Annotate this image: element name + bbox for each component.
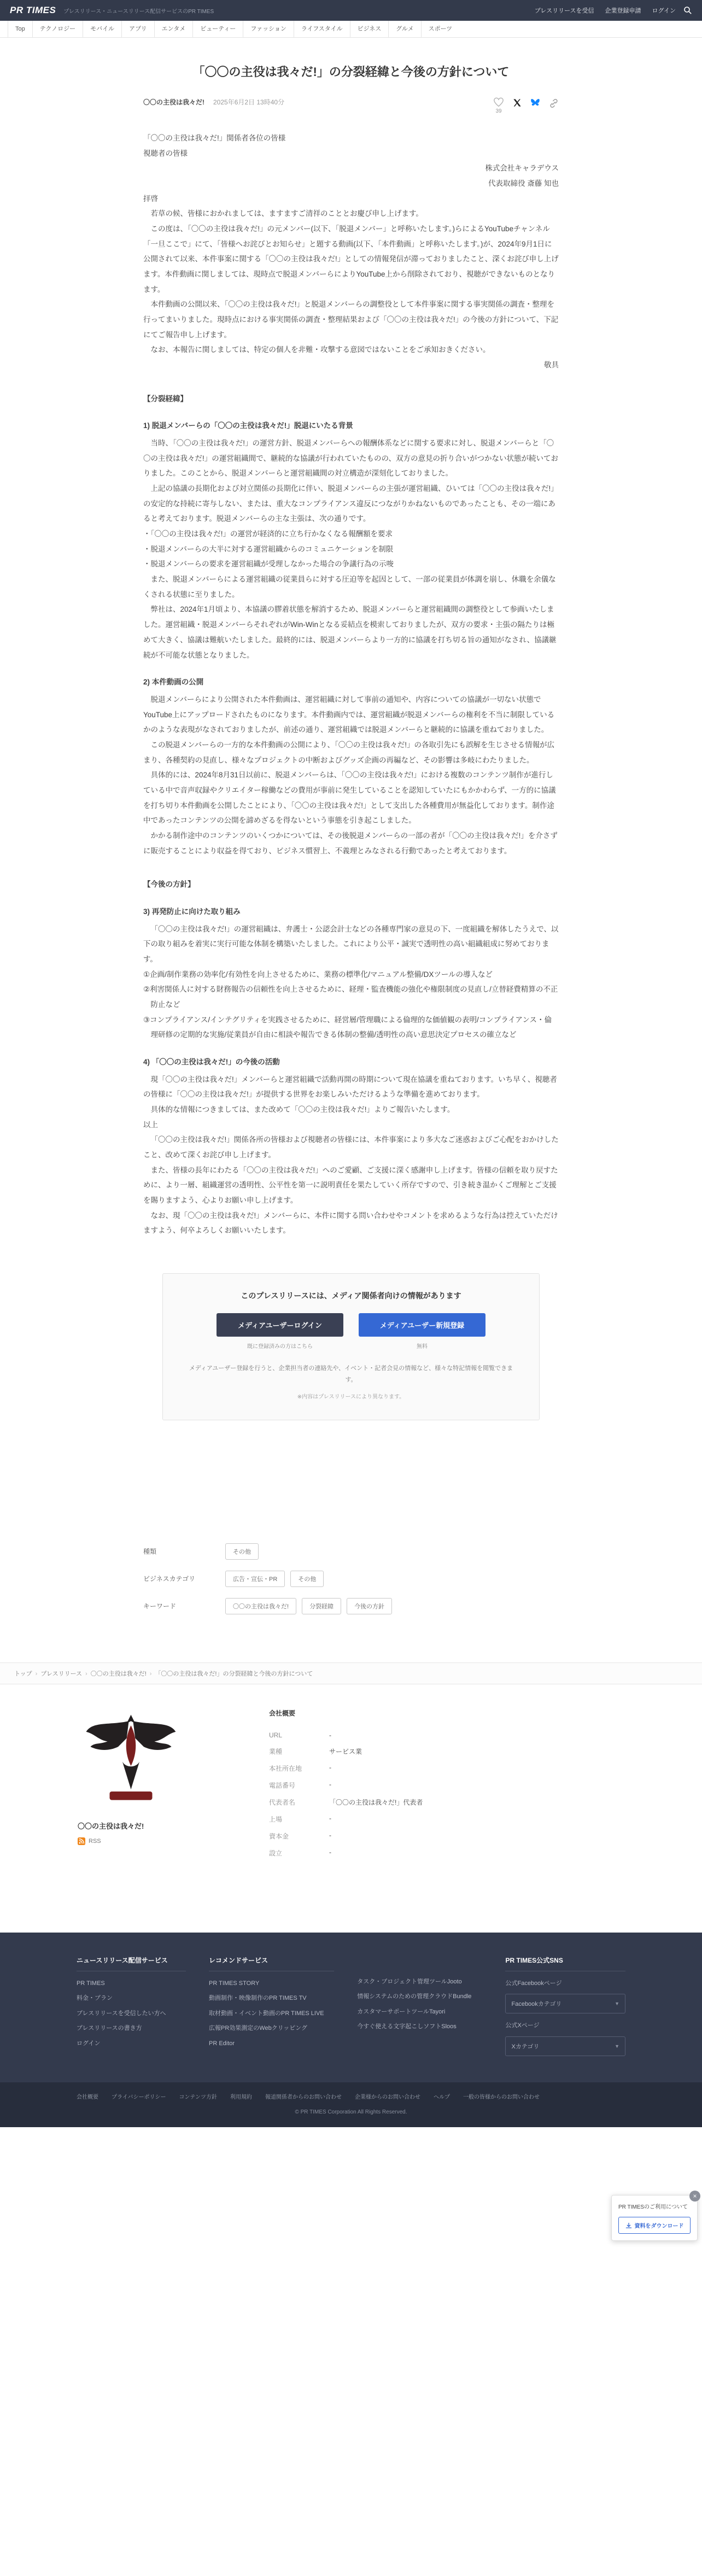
chevron-down-icon: ▼ <box>615 2043 619 2049</box>
tag-pill[interactable]: 今後の方針 <box>347 1598 392 1614</box>
footer-link[interactable]: 今すぐ使える文字起こしソフトSloos <box>357 2023 457 2030</box>
category-nav-item[interactable]: ビューティー <box>192 21 243 38</box>
detail-key: URL <box>269 1731 283 1739</box>
body-block: 1) 脱退メンバーらの「〇〇の主役は我々だ!」脱退にいたる背景 <box>143 421 353 430</box>
detail-key: 代表者名 <box>269 1798 296 1806</box>
body-block: 敬具 <box>544 361 559 370</box>
body-block: 「〇〇の主役は我々だ!」関係者各位の皆様 <box>143 134 286 142</box>
company-detail-row <box>269 1845 624 1861</box>
footer-link[interactable]: 広報PR効果測定のWebクリッピング <box>208 2025 308 2032</box>
body-block: ・「〇〇の主役は我々だ!」の運営が経済的に立ち行かなくなる報酬額を要求 <box>143 530 393 538</box>
category-nav-item[interactable]: ファッション <box>243 21 294 38</box>
category-nav-item[interactable]: アプリ <box>121 21 154 38</box>
media-box-note: ※内容はプレスリリースにより異なります。 <box>297 1394 405 1400</box>
search-icon[interactable] <box>683 6 692 15</box>
company-detail-row <box>269 1728 624 1743</box>
body-block: この脱退メンバーらの一方的な本件動画の公開により、「〇〇の主役は我々だ!」の各取引先にも誤解を生じさせる情報が広まり、各種契約の見直し、様々なプロジェクトの中断およびグッズ企画の再編など、その影響は多岐にわたりました。 <box>143 740 555 764</box>
body-block: 具体的には、2024年8月31日以前に、脱退メンバーらは、「〇〇の主役は我々だ!」における複数のコンテンツ制作が進行している中で音声収録やクリエイター稼働などの費用が事前に発生していることを認知していたにもかかわらず、一方的に協議を打ち切り本件動画を公開したことにより、「〇〇の主役は我々だ!」として支出した各種費用が無益化しております。制作途中であったコンテンツの公開を諦めざるを得ないという事態を引き起こしました。 <box>143 771 556 825</box>
footer-sns-heading: PR TIMES公式SNS <box>505 1956 625 1971</box>
body-block: ・脱退メンバーらの大半に対する運営組織からのコミュニケーションを制限 <box>143 545 394 553</box>
breadcrumb-item[interactable]: 「〇〇の主役は我々だ!」の分裂経緯と今後の方針について <box>155 1670 313 1677</box>
detail-key: 上場 <box>269 1815 283 1823</box>
body-block: なお、現「〇〇の主役は我々だ!」メンバーらに、本件に関する問い合わせやコメントを求めるような行為は控えていただけますよう、何卒よろしくお願いいたします。 <box>143 1211 558 1235</box>
footer-bottom-link[interactable]: 利用規約 <box>230 2094 252 2100</box>
company-detail-row <box>269 1794 624 1811</box>
breadcrumb-item[interactable]: 〇〇の主役は我々だ! › <box>91 1669 152 1678</box>
body-block: また、脱退メンバーらによる運営組織の従業員らに対する圧迫等を起因として、一部の従業員が体調を崩し、休職を余儀なくされる状態に至りました。 <box>143 575 556 599</box>
site-tagline: プレスリリース・ニュースリリース配信サービスのPR TIMES <box>63 8 214 15</box>
pr-times-logo[interactable]: PR TIMES <box>10 5 56 15</box>
heart-icon <box>493 97 504 107</box>
facebook-category-select[interactable]: Facebookカテゴリ ▼ <box>505 1994 625 2013</box>
media-box-heading: このプレスリリースには、メディア関係者向けの情報があります <box>241 1291 461 1301</box>
footer-link[interactable]: 料金・プラン <box>77 1995 113 2002</box>
footer-link[interactable]: 取材動画・イベント動画のPR TIMES LIVE <box>208 2010 324 2017</box>
site-footer <box>0 1933 702 2082</box>
body-block: 2) 本件動画の公開 <box>143 678 204 687</box>
body-block: 脱退メンバーらにより公開された本件動画は、運営組織に対して事前の通知や、内容についての協議が一切ない状態でYouTube上にアップロードされたものになります。本件動画内では、運営組織が脱退メンバーらの権利を不当に制限しているかのような表現がなされておりましたが、前述の通り、運営組織では脱退メンバーらと継続的に協議を重ねておりました。 <box>143 695 555 734</box>
footer-link[interactable]: タスク・プロジェクト管理ツールJooto <box>357 1978 462 1985</box>
x-share-icon[interactable] <box>513 97 522 107</box>
page-title: 「〇〇の主役は我々だ!」の分裂経緯と今後の方針について <box>192 65 510 79</box>
footer-bottom-link[interactable]: 会社概要 <box>77 2094 98 2100</box>
tag-pill[interactable]: 分裂経緯 <box>302 1598 341 1614</box>
body-block: 「〇〇の主役は我々だ!」関係各所の皆様および視聴者の皆様には、本件事案により多大なご迷惑およびご心配をおかけしたこと、改めて深くお詫び申し上げます。 <box>143 1135 559 1159</box>
top-header <box>0 0 702 21</box>
body-block: また、皆様の長年にわたる「〇〇の主役は我々だ!」へのご愛顧、ご支援に深く感謝申し上げます。皆様の信頼を取り戻すために、より一層、組織運営の透明性、公平性を第一に説明責任を果たしていく所存ですので、引き続き温かくご理解とご支援を賜りますよう、心よりお願い申し上げます。 <box>143 1166 558 1204</box>
detail-value: サービス業 <box>329 1747 362 1755</box>
like-count: 39 <box>495 108 502 114</box>
company-overview <box>78 1706 624 1900</box>
tag-pill[interactable]: その他 <box>290 1571 324 1587</box>
footer-link[interactable]: 情報システムのための管理クラウドBundle <box>357 1993 472 2000</box>
media-box-description: メディアユーザー登録を行うと、企業担当者の連絡先や、イベント・記者会見の情報など、様々な特記情報を閲覧できます。 <box>189 1365 513 1383</box>
article-meta <box>143 97 559 114</box>
body-block: この度は、「〇〇の主役は我々だ!」の元メンバー(以下、「脱退メンバー」と呼称いたします。)らによるYouTubeチャンネル「一旦ここで」にて、「皆様へお詫びとお知らせ」と題する動画(以下、「本件動画」と呼称いたします。)が、2024年9月1日に公開されて以来、本件事案に関する「〇〇の主役は我々だ!」としての情報発信が滞っておりましたこと、深くお詫び申し上げます。本件動画に関しましては、現時点で脱退メンバーらによりYouTube上から削除されており、視聴ができないものとなります。 <box>143 225 559 294</box>
body-block: 弊社は、2024年1月頃より、本協議の膠着状態を解消するため、脱退メンバーらと運営組織間の調整役として参画いたしました。運営組織・脱退メンバーらそれぞれがWin-Winとなる妥結点を模索しておりましたが、双方の要求・主張の隔たりは極めて大きく、協議は難航いたしました。最終的には、脱退メンバーらより一方的に協議を打ち切る旨の通知がなされ、協議継続が不可能な状態となりました。 <box>143 605 557 659</box>
body-block: 代表取締役 斎藤 知也 <box>488 179 559 188</box>
company-detail-row <box>269 1743 624 1760</box>
footer-link[interactable]: プレスリリースを受信したい方へ <box>77 2010 166 2017</box>
press-release-body <box>143 131 559 1238</box>
header-action-link[interactable]: 企業登録申請 <box>605 8 641 14</box>
footer-link[interactable]: ログイン <box>77 2040 101 2047</box>
detail-value: - <box>329 1780 331 1788</box>
detail-value: - <box>329 1814 331 1822</box>
breadcrumb <box>0 1662 702 1684</box>
tag-pills-type <box>225 1543 259 1560</box>
footer-link[interactable]: カスタマーサポートツールTayori <box>357 2008 446 2015</box>
footer-x-link[interactable]: 公式Xページ <box>505 2022 540 2029</box>
body-block: 【今後の方針】 <box>143 880 195 889</box>
company-link[interactable]: 〇〇の主役は我々だ! <box>143 98 204 106</box>
media-login-button[interactable]: メディアユーザーログイン <box>217 1313 343 1337</box>
footer-bottom <box>0 2082 702 2127</box>
media-register-button[interactable]: メディアユーザー新規登録 <box>359 1313 485 1337</box>
body-block: かかる制作途中のコンテンツのいくつかについては、その後脱退メンバーらの一部の者が「〇〇の主役は我々だ!」を介さずに販売することにより収益を得ており、ビジネス慣習上、不義理とみなされる行動であったと考えております。 <box>143 831 558 855</box>
tag-pill[interactable]: 広告・宣伝・PR <box>225 1571 285 1587</box>
footer-link[interactable]: PR Editor <box>208 2040 235 2047</box>
media-user-box <box>162 1273 540 1420</box>
rss-link[interactable] <box>78 1837 231 1845</box>
footer-bottom-links <box>77 2092 625 2100</box>
company-detail-row <box>269 1811 624 1828</box>
x-category-select[interactable]: Xカテゴリ ▼ <box>505 2036 625 2056</box>
detail-value: 「〇〇の主役は我々だ!」代表者 <box>329 1798 423 1806</box>
company-detail-row <box>269 1777 624 1794</box>
close-icon[interactable]: × <box>689 2191 700 2202</box>
category-nav-item[interactable]: ビジネス <box>350 21 389 38</box>
header-action-link[interactable]: ログイン <box>652 8 676 14</box>
company-detail-row <box>269 1760 624 1777</box>
download-widget <box>611 2192 698 2241</box>
footer-bottom-link[interactable]: 報道関係者からのお問い合わせ <box>265 2094 342 2100</box>
tag-pill[interactable]: その他 <box>225 1543 259 1560</box>
body-block: ①企画/制作業務の効率化/有効性を向上させるために、業務の標準化/マニュアル整備/DXツールの導入など <box>143 970 493 979</box>
footer-bottom-link[interactable]: コンテンツ方針 <box>179 2094 217 2100</box>
footer-bottom-link[interactable]: ヘルプ <box>434 2094 450 2100</box>
category-nav-item[interactable]: エンタメ <box>154 21 193 38</box>
footer-link[interactable]: PR TIMES <box>77 1980 105 1987</box>
tag-label-keyword: キーワード <box>143 1602 177 1610</box>
footer-bottom-link[interactable]: 一般の皆様からのお問い合わせ <box>463 2094 540 2100</box>
category-nav-item[interactable]: Top <box>8 21 32 38</box>
download-material-button[interactable]: 資料をダウンロード <box>618 2217 691 2234</box>
download-widget-text: PR TIMESのご利用について <box>618 2204 688 2210</box>
body-block: 「〇〇の主役は我々だ!」の運営組織は、弁護士・公認会計士などの各種専門家の意見の下、一度組織を解体したうえで、以下の取り組みを着実に実行可能な体制を構築いたしました。これにより公平・誠実で透明性の高い組織組成に努めております。 <box>143 924 559 963</box>
footer-col2-heading: レコメンドサービス <box>209 1956 334 1971</box>
body-block: 4) 「〇〇の主役は我々だ!」の今後の活動 <box>143 1057 280 1066</box>
body-block: 以上 <box>143 1120 158 1129</box>
body-block: 3) 再発防止に向けた取り組み <box>143 907 241 916</box>
detail-key: 業種 <box>269 1747 283 1755</box>
category-nav-item[interactable]: テクノロジー <box>32 21 83 38</box>
tag-pills-keyword <box>225 1598 392 1614</box>
body-block: 株式会社キャラデウス <box>485 164 559 173</box>
body-block: ③コンプライアンス/インテグリティを実践させるために、経営層/管理職による倫理的な価値観の表明/コンプライアンス・倫理研修の定期的な実施/従業員が自由に相談や報告できる体制の整備/透明性の高い意思決定プロセスの確立など <box>143 1015 552 1039</box>
copy-link-icon[interactable] <box>549 97 559 108</box>
body-block: 現「〇〇の主役は我々だ!」メンバーらと運営組織で活動再開の時期について現在協議を重ねております。いち早く、視聴者の皆様に「〇〇の主役は我々だ!」が提供する世界をお楽しみいただけるような準備を進めております。 <box>143 1075 557 1099</box>
header-action-link[interactable]: プレスリリースを受信 <box>534 8 594 14</box>
body-block: 若草の候、皆様におかれましては、ますますご清祥のこととお慶び申し上げます。 <box>150 209 423 218</box>
body-block: 当時、「〇〇の主役は我々だ!」の運営方針、脱退メンバーらへの報酬体系などに関する要求に対し、脱退メンバーらと「〇〇の主役は我々だ!」の運営組織間で、継続的な協議が行われていたものの、双方の意見の折り合いがつかない状態が続いておりました。このことから、脱退メンバーらと運営組織間の対立構造が深刻化しておりました。 <box>143 439 558 478</box>
rss-icon <box>78 1837 85 1845</box>
footer-link[interactable]: プレスリリースの書き方 <box>77 2025 142 2032</box>
body-block: 拝啓 <box>143 194 158 203</box>
footer-col3-links <box>357 1977 482 2031</box>
breadcrumb-item[interactable]: プレスリリース › <box>40 1669 87 1678</box>
detail-value: - <box>329 1731 331 1739</box>
category-nav-item[interactable]: ライフスタイル <box>294 21 350 38</box>
footer-bottom-link[interactable]: プライバシーポリシー <box>112 2094 166 2100</box>
tag-pill[interactable]: 〇〇の主役は我々だ! <box>225 1598 296 1614</box>
body-block: なお、本報告に関しましては、特定の個人を非難・攻撃する意図ではないことをご承知おきください。 <box>150 346 490 354</box>
chevron-down-icon: ▼ <box>615 2001 619 2007</box>
tag-label-type: 種類 <box>143 1547 157 1555</box>
body-block: 具体的な情報につきましては、また改めて「〇〇の主役は我々だ!」よりご報告いたします。 <box>150 1105 455 1114</box>
footer-col1-heading: ニュースリリース配信サービス <box>77 1956 186 1971</box>
bluesky-share-icon[interactable] <box>530 97 540 107</box>
category-nav <box>0 21 702 38</box>
footer-link[interactable]: 動画制作・映像制作のPR TIMES TV <box>208 1995 307 2002</box>
body-block: 本件動画の公開以来、「〇〇の主役は我々だ!」と脱退メンバーらの調整役として本件事案に関する事実関係の調査・整理を行ってまいりました。現時点における事実関係の調査・整理結果および「〇〇の主役は我々だ!」の今後の方針について、下記にてご報告申し上げます。 <box>143 300 559 339</box>
detail-value: - <box>329 1763 331 1771</box>
tag-label-bizcat: ビジネスカテゴリ <box>143 1574 196 1583</box>
footer-col1-links <box>77 1979 186 2048</box>
body-block: ・脱退メンバーらの要求を運営組織が受理しなかった場合の争議行為の示唆 <box>143 560 394 569</box>
category-nav-item[interactable]: モバイル <box>83 21 121 38</box>
footer-bottom-link[interactable]: 企業様からのお問い合わせ <box>355 2094 420 2100</box>
detail-value: - <box>329 1848 331 1856</box>
company-logo <box>78 1706 184 1813</box>
rss-label: RSS <box>89 1837 101 1845</box>
company-section-title: 会社概要 <box>269 1709 296 1717</box>
media-login-note[interactable]: 既に登録済みの方はこちら <box>247 1344 313 1350</box>
media-register-note: 無料 <box>417 1344 428 1350</box>
footer-link[interactable]: PR TIMES STORY <box>208 1980 260 1987</box>
download-icon <box>625 2222 632 2229</box>
detail-key: 設立 <box>269 1849 283 1857</box>
header-actions <box>535 6 676 15</box>
body-block: ②利害関係人に対する財務報告の信頼性を向上させるために、経理・監査機能の強化や権限制度の見直し/立替経費精算の不正防止など <box>143 985 558 1009</box>
category-nav-item[interactable]: スポーツ <box>421 21 460 38</box>
like-button[interactable] <box>493 97 504 114</box>
release-tags <box>143 1543 559 1614</box>
detail-key: 本社所在地 <box>269 1764 302 1772</box>
company-details <box>269 1728 624 1861</box>
breadcrumb-item[interactable]: トップ › <box>14 1669 37 1678</box>
company-name: 〇〇の主役は我々だ! <box>78 1822 144 1830</box>
publish-date: 2025年6月2日 13時40分 <box>213 98 285 106</box>
share-bar <box>493 97 559 114</box>
detail-key: 電話番号 <box>269 1781 296 1789</box>
body-block: 【分裂経緯】 <box>143 394 188 403</box>
body-block: 視聴者の皆様 <box>143 149 188 157</box>
tag-pills-bizcat <box>225 1571 324 1587</box>
footer-col2-links <box>209 1979 334 2048</box>
company-detail-row <box>269 1828 624 1845</box>
detail-key: 資本金 <box>269 1832 289 1840</box>
copyright: © PR TIMES Corporation All Rights Reserved. <box>295 2109 407 2115</box>
footer-facebook-link[interactable]: 公式Facebookページ <box>505 1980 562 1987</box>
category-nav-item[interactable]: グルメ <box>388 21 420 38</box>
detail-value: - <box>329 1831 331 1839</box>
body-block: 上記の協議の長期化および対立関係の長期化に伴い、脱退メンバーらの主張が運営組織、ひいては「〇〇の主役は我々だ!」の安定的な持続に寄与しない、または、重大なコンプライアンス違反につながりかねないものであったことも、その一端にあると考えております。脱退メンバーらの主な主張は、次の通りです。 <box>143 484 558 523</box>
